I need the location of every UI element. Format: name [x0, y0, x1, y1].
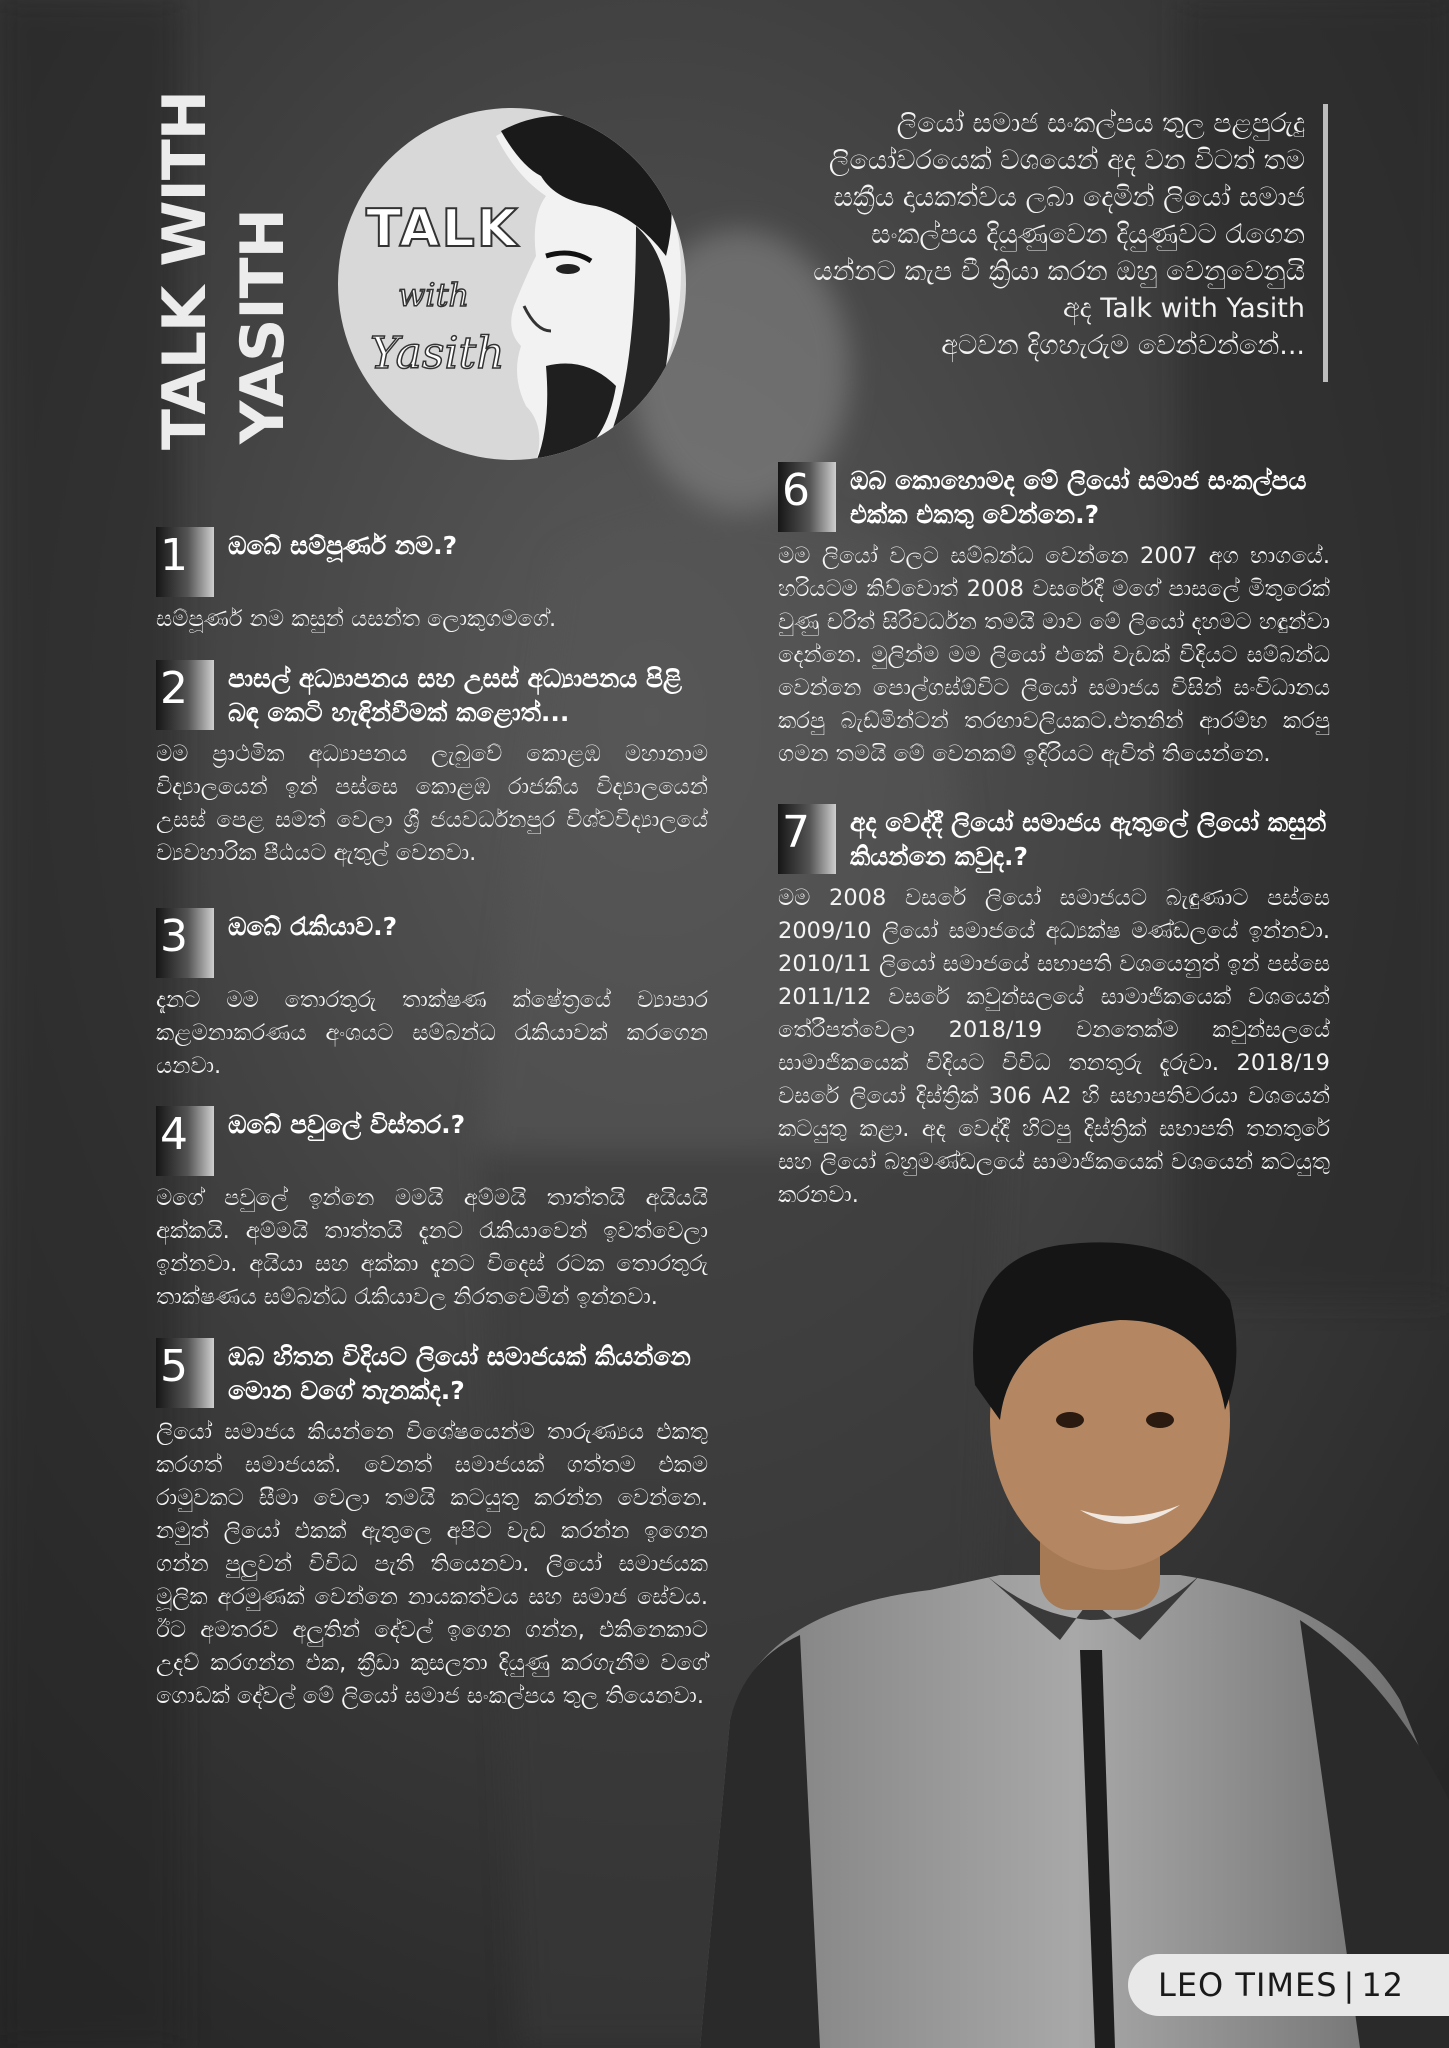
talk-with-yasith-logo: [336, 106, 688, 462]
question-block-1: [156, 527, 708, 636]
question-text: ඔබ කොහොමද මේ ලියෝ සමාජ සංකල්පය එක්ක එකතු වෙන්නෙ.?: [850, 466, 1307, 529]
answer-text: මම ලියෝ වලට සම්බන්ධ වෙන්නෙ 2007 අග භාගයේ. හරියටම කිව්වොත් 2008 වසරේදී මගේ පාසලේ මිතුරෙක් වුණු චරිත් සිරිවර්ධන තමයි මාව මේ ලියෝ දහමට හඳුන්වා දෙන්නෙ. මුලින්ම මම ලියෝ එකේ වැඩක් විදියට සම්බන්ධ වෙන්නෙ පොල්ගස්ඕවිට ලියෝ සමාජය විසින් සංවිධානය කරපු බැඩ්මින්ටන් තරඟාවලියකට.එතනින් ආරම්භ කරපු ගමන තමයි මේ වෙනකම් ඉදිරියට ඇවිත් තියෙන්නෙ.: [778, 543, 1330, 767]
question-block-3: [156, 908, 708, 1083]
vertical-title-line2: YASITH: [228, 209, 298, 444]
answer-text: ලියෝ සමාජය කියන්නෙ විශේෂයෙන්ම තාරුණ්‍යය එකතු කරගත් සමාජයක්. වෙනත් සමාජයක් ගත්තම එකම රාමුවකට සීමා වෙලා තමයි කටයුතු කරන්න වෙන්නෙ. නමුත් ලියෝ එකක් ඇතුලෙ අපිට වැඩ කරන්න ඉගෙන ගන්න පුලුවන් විවිධ පැති තියෙනවා. ලියෝ සමාජයක මූලික අරමුණක් වෙන්නෙ නායකත්වය සහ සමාජ සේවය. ඊට අමතරව අලුතින් දේවල් ඉගෙන ගන්න, එකිනෙකාට උදව් කරගන්න එක, ක්‍රීඩා කුසලතා දියුණු කරගැනීම වගේ ගොඩක් දේවල් මේ ලියෝ සමාජ සංකල්පය තුල තියෙනවා.: [156, 1419, 708, 1709]
vertical-title-line1: TALK WITH: [150, 91, 220, 450]
intro-line: යන්නට කැප වී ක්‍රියා කරන ඔහු වෙනුවෙනුයි: [813, 256, 1305, 287]
magazine-name: LEO TIMES: [1158, 1966, 1338, 2004]
intro-line: අද Talk with Yasith: [1063, 293, 1305, 324]
question-block-5: [156, 1338, 708, 1713]
question-number-badge: 7: [778, 804, 836, 874]
intro-line: අටවන දිගහැරුම වෙන්වන්නේ...: [941, 330, 1305, 361]
answer-text: සම්පූර්ණ නම කසුන් යසන්ත ලොකුගමගේ.: [156, 606, 557, 632]
intro-divider: [1323, 104, 1328, 382]
answer-text: මම 2008 වසරේ ලියෝ සමාජයට බැඳුණාට පස්සෙ 2009/10 ලියෝ සමාජයේ අධ්‍යක්ෂ මණ්ඩලයේ ඉන්නවා. 2010/11 ලියෝ සමාජයේ සභාපති වශයෙනුත් ඉන් පස්සෙ 2011/12 වසරේ කවුන්සලයේ සාමාජිකයෙක් වශයෙන් තේරීපත්වෙලා 2018/19 වනතෙක්ම කවුන්සලයේ සාමාජිකයෙක් විදියට විවිධ තනතුරු දැරුවා. 2018/19 වසරේ ලියෝ දිස්ත්‍රික් 306 A2 හි සභාපතිවරයා වශයෙන් කටයුතු කළා. අද වෙද්දී හිටපු දිස්ත්‍රික් සභාපති තනතුරේ සහ ලියෝ බහුමණ්ඩලයේ සාමාජිකයෙක් වශයෙන් කටයුතු කරනවා.: [778, 885, 1330, 1208]
question-block-6: [778, 462, 1330, 771]
logo-line2: with: [398, 276, 470, 314]
footer-separator: |: [1343, 1966, 1356, 2004]
question-number-badge: 4: [156, 1106, 214, 1176]
intro-line: සංකල්පය දියුණුවෙන දියුණුවට රැගෙන: [871, 219, 1305, 250]
intro-line: ලියෝවරයෙක් වශයෙන් අද වන විටත් තම: [828, 145, 1305, 176]
logo-line3: Yasith: [370, 328, 505, 379]
answer-text: දැනට මම තොරතුරු තාක්ෂණ ක්ෂේත්‍රයේ ව්‍යාපාර කළමනාකරණය අංශයට සම්බන්ධ රැකියාවක් කරගෙන යනවා.: [156, 987, 708, 1079]
question-text: ඔබේ පවුලේ විස්තර.?: [228, 1110, 466, 1139]
answer-text: මගේ පවුලේ ඉන්නෙ මමයි අම්මයි තාත්තයි අයියයි අක්කයි. අම්මයි තාත්තයි දැනට රැකියාවෙන් ඉවත්වෙලා ඉන්නවා. අයියා සහ අක්කා දැනට විදෙස් රටක තොරතුරු තාක්ෂණය සම්බන්ධ රැකියාවල නිරතවෙමින් ඉන්නවා.: [156, 1185, 708, 1310]
logo-line1: TALK: [366, 199, 520, 259]
question-number-badge: 2: [156, 660, 214, 730]
question-text: ඔබේ සම්පූර්ණ නම.?: [228, 531, 458, 560]
question-block-4: [156, 1106, 708, 1314]
page-number: 12: [1361, 1966, 1405, 2004]
intro-line: සක්‍රීය දායකත්වය ලබා දෙමින් ලියෝ සමාජ: [833, 182, 1305, 213]
question-text: ඔබ හිතන විදියට ලියෝ සමාජයක් කියන්නෙ මොන වගේ තැනක්ද.?: [228, 1342, 691, 1405]
vertical-title: [150, 91, 300, 450]
question-number-badge: 3: [156, 908, 214, 978]
question-block-2: [156, 660, 708, 870]
question-block-7: [778, 804, 1330, 1212]
question-number-badge: 1: [156, 527, 214, 597]
question-text: අද වෙද්දී ලියෝ සමාජය ඇතුලේ ලියෝ කසුන් කියන්නෙ කවුද.?: [850, 808, 1327, 871]
question-text: ඔබේ රැකියාව.?: [228, 912, 398, 941]
page-footer: [1128, 1954, 1449, 2016]
answer-text: මම ප්‍රාථමික අධ්‍යාපනය ලැබුවේ කොළඹ මහානාම විද්‍යාලයෙන් ඉන් පස්සෙ කොළඹ රාජකීය විද්‍යාලයෙන් උසස් පෙළ සමත් වෙලා ශ්‍රී ජයවර්ධනපුර විශ්වවිද්‍යාලයේ ව්‍යවහාරික පීඨයට ඇතුල් වෙනවා.: [156, 741, 708, 866]
intro-line: ලියෝ සමාජ සංකල්පය තුල පළපුරුදු: [896, 108, 1305, 139]
question-number-badge: 6: [778, 462, 836, 532]
question-text: පාසල් අධ්‍යාපනය සහ උසස් අධ්‍යාපනය පිළි බඳ කෙටි හැඳින්වීමක් කළොත්...: [228, 664, 682, 727]
intro-paragraph: [760, 105, 1305, 364]
question-number-badge: 5: [156, 1338, 214, 1408]
